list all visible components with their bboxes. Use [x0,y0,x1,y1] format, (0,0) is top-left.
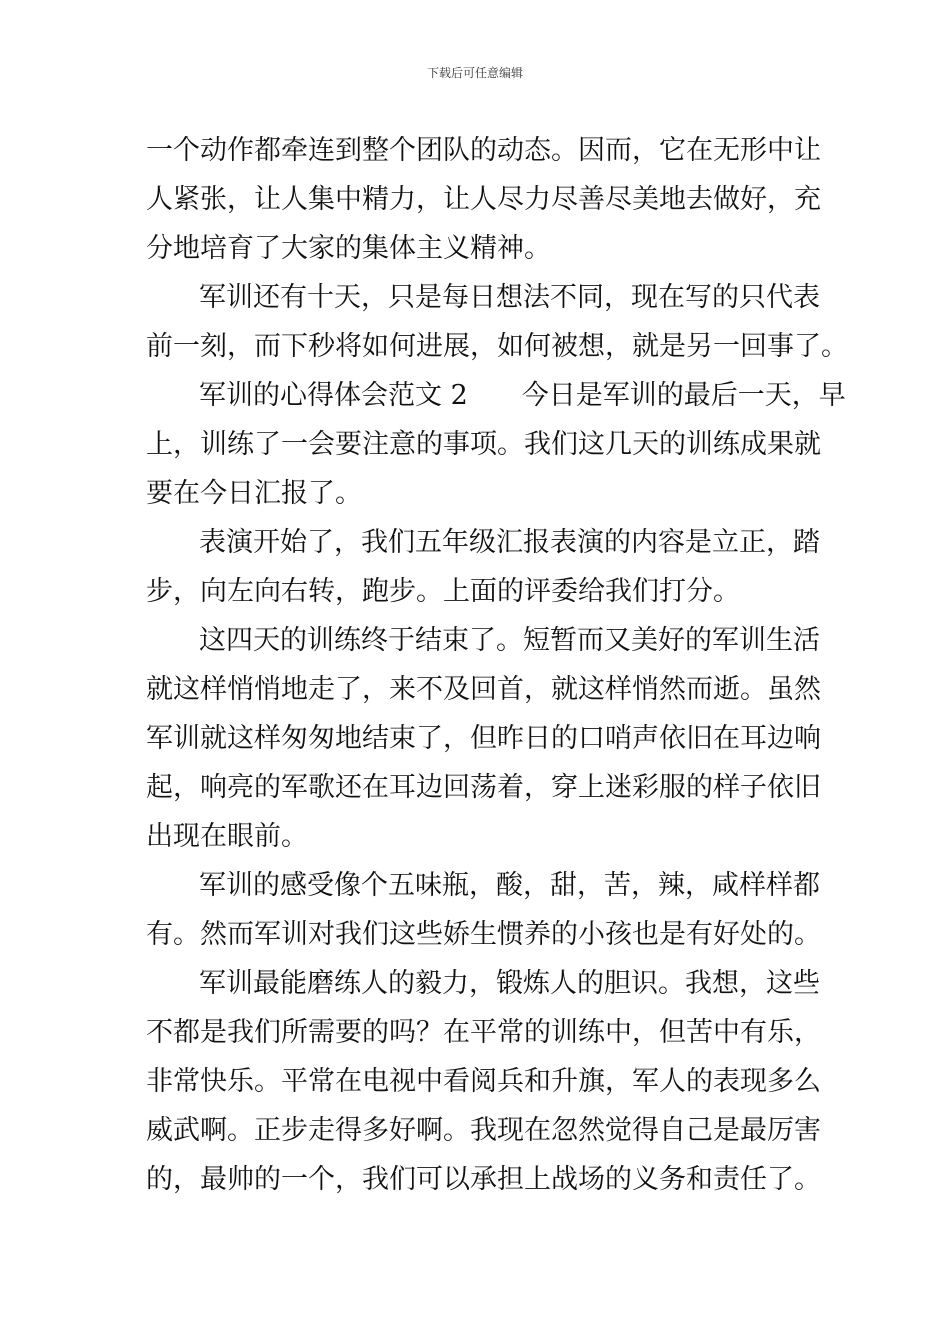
paragraph-start-line: 表演开始了，我们五年级汇报表演的内容是立正，踏 [199,527,820,558]
page-header: 下载后可任意编辑 [426,66,523,80]
text-line: 步，向左向右转，跑步。上面的评委给我们打分。 [146,576,740,607]
text-line: 就这样悄悄地走了，来不及回首，就这样悄然而逝。虽然 [146,674,821,705]
paragraph-start-line: 军训还有十天，只是每日想法不同，现在写的只代表 [199,282,820,313]
text-line: 不都是我们所需要的吗？在平常的训练中，但苦中有乐， [146,1017,821,1048]
text-line: 起，响亮的军歌还在耳边回荡着，穿上迷彩服的样子依旧 [146,772,821,803]
paragraph-start-line: 军训最能磨练人的毅力，锻炼人的胆识。我想，这些 [199,968,820,999]
text-line: 一个动作都牵连到整个团队的动态。因而，它在无形中让 [146,135,821,166]
text-line: 前一刻，而下秒将如何进展，如何被想，就是另一回事了。 [146,331,848,362]
text-line: 军训就这样匆匆地结束了，但昨日的口哨声依旧在耳边响 [146,723,821,754]
text-line: 上，训练了一会要注意的事项。我们这几天的训练成果就 [146,429,821,460]
paragraph-start-line: 军训的感受像个五味瓶，酸，甜，苦，辣，咸样样都 [199,870,820,901]
text-line: 非常快乐。平常在电视中看阅兵和升旗，军人的表现多么 [146,1066,821,1097]
paragraph-start-line: 军训的心得体会范文 2 今日是军训的最后一天，早 [199,380,846,411]
text-line: 人紧张，让人集中精力，让人尽力尽善尽美地去做好，充 [146,184,821,215]
text-line: 出现在眼前。 [146,821,308,852]
text-line: 要在今日汇报了。 [146,478,362,509]
paragraph-start-line: 这四天的训练终于结束了。短暂而又美好的军训生活 [199,625,820,656]
text-line: 分地培育了大家的集体主义精神。 [146,233,551,264]
text-line: 的，最帅的一个，我们可以承担上战场的义务和责任了。 [146,1164,821,1195]
text-line: 威武啊。正步走得多好啊。我现在忽然觉得自己是最厉害 [146,1115,821,1146]
text-line: 有。然而军训对我们这些娇生惯养的小孩也是有好处的。 [146,919,821,950]
document-body [146,126,848,1204]
